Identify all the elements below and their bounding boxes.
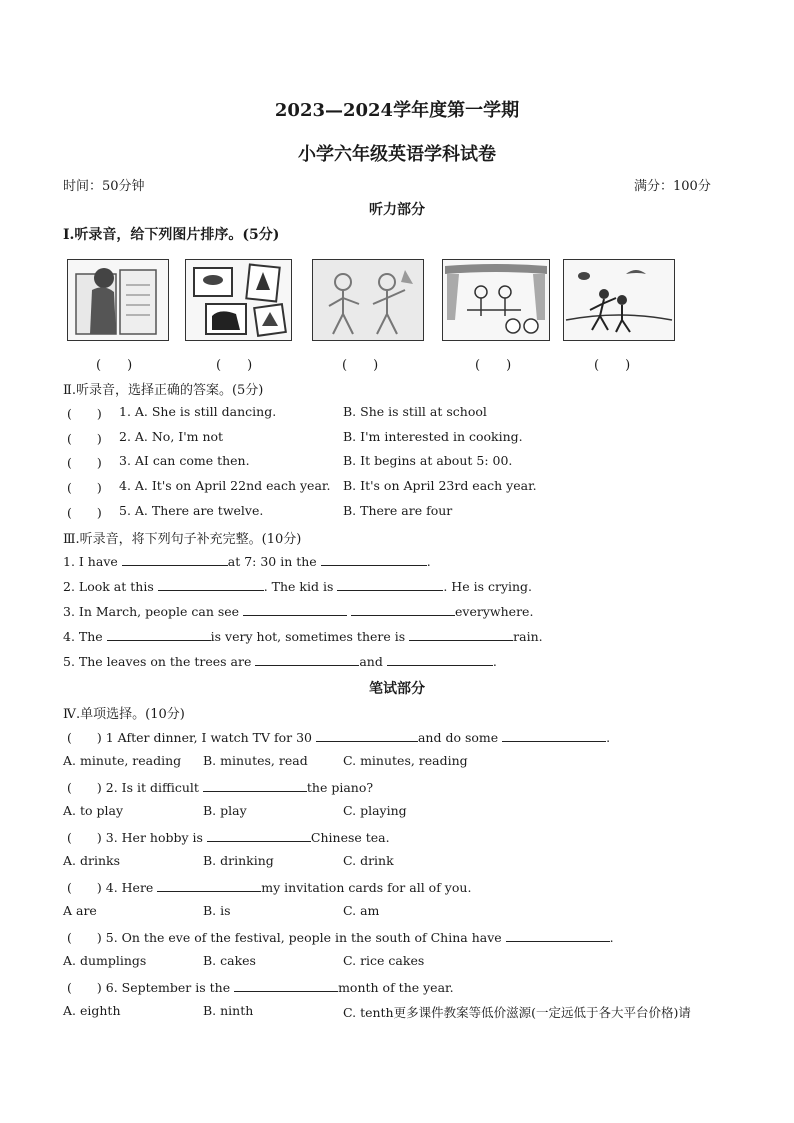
question-text: the piano? xyxy=(306,780,374,795)
sentence-text: and xyxy=(359,654,387,669)
fill-blank[interactable] xyxy=(316,729,418,742)
part4-question-3 xyxy=(67,828,390,846)
picture-playing-children xyxy=(312,259,424,341)
sentence-text: . xyxy=(426,554,431,569)
exam-title-line1: 2023—2024学年度第一学期 xyxy=(274,100,520,121)
sentence-text: everywhere. xyxy=(455,604,534,619)
q1-option-b: B. minutes, read xyxy=(203,753,308,768)
q4-option-c: C. am xyxy=(343,903,380,918)
part1-title: Ⅰ.听录音，给下列图片排序。(5分) xyxy=(63,227,280,243)
part2-answer-slot[interactable]: ( ) xyxy=(67,406,102,421)
sentence-text: . The kid is xyxy=(263,579,338,594)
listening-heading: 听力部分 xyxy=(369,202,425,218)
question-text: Chinese tea. xyxy=(310,830,390,845)
part2-q3-option-a: 3. AI can come then. xyxy=(119,453,250,468)
q6-option-a: A. eighth xyxy=(63,1003,121,1018)
fill-blank[interactable] xyxy=(409,628,513,641)
sentence-text: 5. The leaves on the trees are xyxy=(63,654,256,669)
fill-blank[interactable] xyxy=(107,628,211,641)
answer-slot[interactable]: ( ) xyxy=(67,780,102,795)
question-text: and do some xyxy=(417,730,503,745)
question-text: my invitation cards for all of you. xyxy=(261,880,472,895)
sentence-text: rain. xyxy=(513,629,543,644)
sentence-text: at 7: 30 in the xyxy=(227,554,321,569)
exam-score: 满分：100分 xyxy=(634,179,711,194)
q3-option-c: C. drink xyxy=(343,853,394,868)
q2-option-a: A. to play xyxy=(63,803,124,818)
part2-q4-option-a: 4. A. It's on April 22nd each year. xyxy=(119,478,331,493)
fill-blank[interactable] xyxy=(122,553,228,566)
sentence-text: . xyxy=(492,654,497,669)
part4-question-6 xyxy=(67,978,454,996)
answer-slot-4[interactable]: ( ) xyxy=(475,358,512,373)
sentence-text: 1. I have xyxy=(63,554,122,569)
question-text: 3. Her hobby is xyxy=(105,830,207,845)
q4-option-b: B. is xyxy=(203,903,231,918)
q2-option-b: B. play xyxy=(203,803,247,818)
fill-blank[interactable] xyxy=(234,979,338,992)
part2-q5-option-a: 5. A. There are twelve. xyxy=(119,503,264,518)
part2-answer-slot[interactable]: ( ) xyxy=(67,455,102,470)
fill-blank[interactable] xyxy=(387,653,493,666)
q2-option-c: C. playing xyxy=(343,803,407,818)
fill-blank[interactable] xyxy=(502,729,606,742)
question-text: 2. Is it difficult xyxy=(105,780,203,795)
part2-q1-option-a: 1. A. She is still dancing. xyxy=(119,404,277,419)
part3-sentence-4 xyxy=(63,628,543,644)
answer-slot-3[interactable]: ( ) xyxy=(342,358,379,373)
fill-blank[interactable] xyxy=(321,553,427,566)
question-text: . xyxy=(606,730,611,745)
question-text: 4. Here xyxy=(105,880,158,895)
q4-option-a: A are xyxy=(63,903,97,918)
part2-answer-slot[interactable]: ( ) xyxy=(67,431,102,446)
fill-blank[interactable] xyxy=(203,779,307,792)
answer-slot-1[interactable]: ( ) xyxy=(96,358,133,373)
part2-answer-slot[interactable]: ( ) xyxy=(67,480,102,495)
part3-sentence-1 xyxy=(63,553,431,569)
answer-slot-5[interactable]: ( ) xyxy=(594,358,631,373)
part4-question-1 xyxy=(67,728,610,746)
part2-q3-option-b: B. It begins at about 5: 00. xyxy=(343,453,513,468)
fill-blank[interactable] xyxy=(158,578,264,591)
q1-option-a: A. minute, reading xyxy=(63,753,182,768)
fill-blank[interactable] xyxy=(243,603,347,616)
q5-option-a: A. dumplings xyxy=(63,953,147,968)
part4-question-4 xyxy=(67,878,471,896)
sentence-text: is very hot, sometimes there is xyxy=(210,629,410,644)
part3-sentence-5 xyxy=(63,653,497,669)
q6-option-c: C. tenth更多课件教案等低价滋源(一定远低于各大平台价格)请 xyxy=(343,1005,691,1020)
question-text: month of the year. xyxy=(338,980,454,995)
picture-reading-girl xyxy=(67,259,169,341)
exam-title-line2: 小学六年级英语学科试卷 xyxy=(298,144,496,165)
question-text: 1 After dinner, I watch TV for 30 xyxy=(105,730,316,745)
part3-sentence-3 xyxy=(63,603,533,619)
answer-slot-2[interactable]: ( ) xyxy=(216,358,253,373)
q3-option-b: B. drinking xyxy=(203,853,274,868)
q6-option-b: B. ninth xyxy=(203,1003,254,1018)
part2-q1-option-b: B. She is still at school xyxy=(343,404,487,419)
question-text: 6. September is the xyxy=(105,980,235,995)
answer-slot[interactable]: ( ) xyxy=(67,730,102,745)
fill-blank[interactable] xyxy=(255,653,359,666)
part2-q4-option-b: B. It's on April 23rd each year. xyxy=(343,478,537,493)
fill-blank[interactable] xyxy=(337,578,443,591)
picture-kite-flying xyxy=(563,259,675,341)
q5-option-c: C. rice cakes xyxy=(343,953,425,968)
part2-title: Ⅱ.听录音，选择正确的答案。(5分) xyxy=(63,383,264,398)
writing-heading: 笔试部分 xyxy=(369,681,425,697)
part4-question-5 xyxy=(67,928,614,946)
part4-question-2 xyxy=(67,778,373,796)
part2-q2-option-b: B. I'm interested in cooking. xyxy=(343,429,523,444)
part4-title: Ⅳ.单项选择。(10分) xyxy=(63,707,185,722)
q5-option-b: B. cakes xyxy=(203,953,256,968)
sentence-text: 3. In March, people can see xyxy=(63,604,244,619)
q1-option-c: C. minutes, reading xyxy=(343,753,468,768)
question-text: . xyxy=(609,930,614,945)
fill-blank[interactable] xyxy=(207,829,311,842)
part2-q5-option-b: B. There are four xyxy=(343,503,453,518)
picture-stage-show xyxy=(442,259,550,341)
fill-blank[interactable] xyxy=(506,929,610,942)
answer-slot[interactable]: ( ) xyxy=(67,980,102,995)
part2-q2-option-a: 2. A. No, I'm not xyxy=(119,429,224,444)
answer-slot[interactable]: ( ) xyxy=(67,880,102,895)
fill-blank[interactable] xyxy=(351,603,455,616)
q3-option-a: A. drinks xyxy=(63,853,120,868)
fill-blank[interactable] xyxy=(157,879,261,892)
question-text: 5. On the eve of the festival, people in the south of China have xyxy=(105,930,506,945)
exam-time: 时间：50分钟 xyxy=(63,179,145,194)
sentence-text: . He is crying. xyxy=(443,579,533,594)
part3-sentence-2 xyxy=(63,578,532,594)
answer-slot[interactable]: ( ) xyxy=(67,830,102,845)
picture-animal-cards xyxy=(185,259,292,341)
sentence-text: 4. The xyxy=(63,629,107,644)
answer-slot[interactable]: ( ) xyxy=(67,930,102,945)
part3-title: Ⅲ.听录音，将下列句子补充完整。(10分) xyxy=(63,532,302,547)
part2-answer-slot[interactable]: ( ) xyxy=(67,505,102,520)
sentence-text: 2. Look at this xyxy=(63,579,158,594)
